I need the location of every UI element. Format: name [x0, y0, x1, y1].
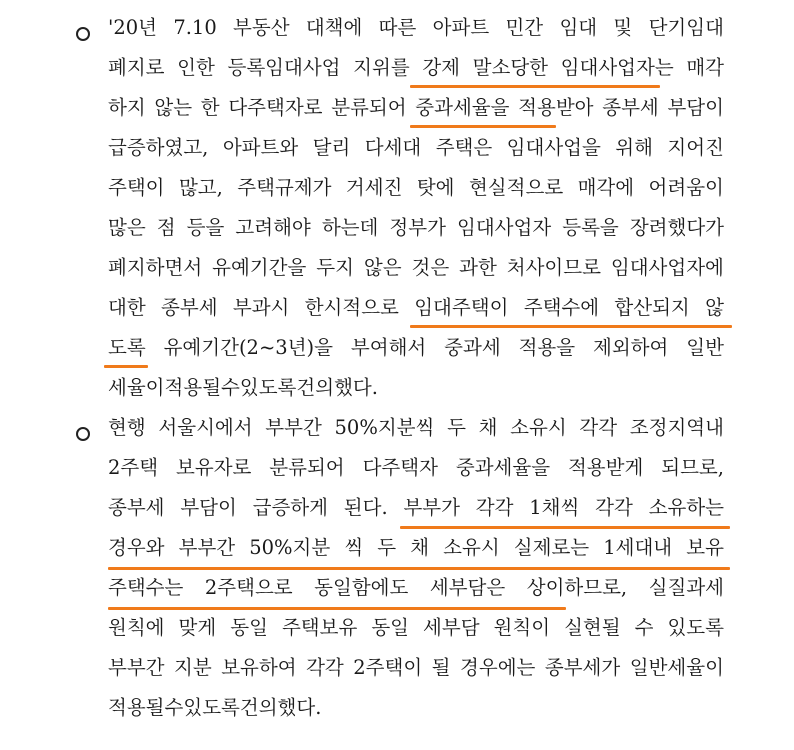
word: 고려해야: [235, 216, 311, 239]
word: 처사이므로: [506, 256, 601, 279]
highlight-underline: [108, 567, 730, 570]
word: 적용될: [108, 696, 165, 719]
bullet-circle-icon: [76, 27, 90, 41]
word: 등록임대사업: [227, 56, 341, 79]
text-line: [108, 412, 724, 444]
word: 채: [478, 416, 498, 439]
highlight-underline: [108, 607, 566, 610]
word: 상이하므로,: [526, 576, 628, 599]
word: 급증하게: [252, 496, 328, 519]
word: 아파트와: [222, 136, 299, 159]
word: 임대사업을: [506, 136, 601, 159]
highlight-underline: [410, 85, 660, 88]
word: 많은: [108, 216, 146, 239]
word: 두: [447, 416, 466, 439]
text-line: [108, 492, 724, 524]
word: 폐지로: [108, 56, 165, 79]
word: 세부담은: [429, 576, 506, 599]
text-line: [108, 92, 724, 124]
word: 세부담: [423, 616, 480, 639]
word: 말소당한: [472, 56, 548, 79]
word: 부담이: [180, 496, 237, 519]
word: 부부간: [108, 656, 165, 679]
word: 경우에는: [460, 656, 536, 679]
word: 임대사업자에: [610, 256, 724, 279]
word: 등을: [186, 216, 225, 239]
word: 있도록: [183, 696, 240, 719]
word: 건의했다.: [239, 696, 322, 719]
text-line: [108, 572, 724, 604]
word: 주택보유: [281, 616, 358, 639]
word: 도록: [108, 336, 146, 359]
word: 종부세: [161, 296, 218, 319]
word: 세율이: [108, 376, 165, 399]
text-line: [108, 532, 724, 564]
word: 않: [705, 296, 724, 319]
word: 정부가: [389, 216, 446, 239]
word: 단기임대: [648, 16, 724, 39]
word: 탓에: [416, 176, 455, 199]
word: 조정지역내: [629, 416, 724, 439]
text-line: [108, 12, 724, 44]
word: 한: [200, 96, 220, 119]
word: 실현될: [564, 616, 621, 639]
word: 주택규제가: [237, 176, 332, 199]
word: 보유: [686, 536, 724, 559]
word: 임대사업자는: [560, 56, 674, 79]
word: 많고,: [178, 176, 223, 199]
word: 따른: [378, 16, 417, 39]
word: 주택은: [435, 136, 493, 159]
word: 급증하였고,: [108, 136, 209, 159]
word: 하는데: [321, 216, 379, 239]
text-line: [108, 372, 724, 404]
word: 다세대: [364, 136, 422, 159]
word: 보유자로: [176, 456, 252, 479]
word: 매각에: [577, 176, 635, 199]
word: 장려했다가: [629, 216, 724, 239]
word: 과한: [459, 256, 497, 279]
word: 종부세: [602, 96, 659, 119]
word: 종부세가: [544, 656, 621, 679]
word: 거세진: [345, 176, 403, 199]
word: 원칙에: [108, 616, 165, 639]
word: 한시적으로: [304, 296, 399, 319]
text-line: [108, 172, 724, 204]
word: 위해: [615, 136, 653, 159]
word: 각각: [306, 656, 344, 679]
word: 대책에: [305, 16, 363, 39]
word: 지분: [174, 656, 212, 679]
word: 있도록: [239, 376, 297, 399]
word: 부담이: [667, 96, 724, 119]
word: 부부간: [265, 416, 322, 439]
word: 7.10: [173, 16, 217, 39]
word: 주택이: [108, 176, 165, 199]
word: 다주택자로: [228, 96, 323, 119]
word: 주택수는: [108, 576, 184, 599]
word: 중과세: [444, 336, 501, 359]
word: 민간: [505, 16, 544, 39]
word: 않은: [363, 256, 402, 279]
word: 소유시: [510, 416, 567, 439]
word: 지위를: [353, 56, 410, 79]
word: 원칙이: [493, 616, 551, 639]
word: 수: [164, 696, 184, 719]
word: 임대: [559, 16, 598, 39]
word: 두: [377, 536, 397, 559]
word: 분류되어: [331, 96, 407, 119]
word: 맞게: [178, 616, 217, 639]
word: 하지: [108, 96, 146, 119]
word: 적용을: [518, 336, 576, 359]
word: 적용받아: [518, 96, 594, 119]
word: 되므로,: [661, 456, 724, 479]
word: 임대사업자: [456, 216, 552, 239]
word: 보유하여: [221, 656, 297, 679]
word: 폐지하면서: [108, 256, 203, 279]
highlight-underline: [410, 325, 732, 328]
word: 소유하는: [648, 496, 724, 519]
word: 부동산: [233, 16, 290, 39]
text-line: [108, 132, 724, 164]
word: 강제: [422, 56, 460, 79]
word: 어려움이: [648, 176, 724, 199]
word: 않는: [154, 96, 193, 119]
word: 동일함에도: [314, 576, 409, 599]
word: 제외하여: [593, 336, 669, 359]
word: 각각: [475, 496, 514, 519]
word: 수: [634, 616, 654, 639]
word: 부부간: [178, 536, 236, 559]
word: 실제로는: [513, 536, 590, 559]
word: 부과시: [232, 296, 290, 319]
word: 1채씩: [529, 496, 580, 519]
word: 종부세: [108, 496, 165, 519]
word: 경우와: [108, 536, 165, 559]
word: 대한: [108, 296, 146, 319]
highlight-underline: [104, 365, 148, 368]
word: 중과세율을: [415, 96, 510, 119]
text-line: [108, 52, 724, 84]
word: 1세대내: [603, 536, 673, 559]
text-line: [108, 652, 724, 684]
word: 현행: [108, 416, 146, 439]
word: 분류되어: [269, 456, 345, 479]
word: 일반세율이: [629, 656, 724, 679]
text-line: [108, 212, 724, 244]
word: 및: [613, 16, 633, 39]
word: 실질과세: [648, 576, 724, 599]
word: 유예기간(2~3년)을: [163, 336, 333, 359]
text-line: [108, 332, 724, 364]
word: 아파트: [432, 16, 490, 39]
word: 50%지분: [249, 536, 331, 559]
word: 두지: [316, 256, 354, 279]
word: '20년: [108, 16, 158, 39]
text-line: [108, 452, 724, 484]
word: 2주택: [108, 456, 159, 479]
word: 다주택자: [362, 456, 438, 479]
word: 점: [156, 216, 176, 239]
word: 중과세율을: [455, 456, 551, 479]
word: 등록을: [562, 216, 619, 239]
word: 달리: [312, 136, 351, 159]
word: 일반: [686, 336, 724, 359]
word: 각각: [579, 416, 618, 439]
word: 부부가: [403, 496, 460, 519]
word: 매각: [686, 56, 724, 79]
word: 있도록: [667, 616, 724, 639]
word: 수: [221, 376, 240, 399]
word: 채: [410, 536, 430, 559]
word: 임대주택이: [414, 296, 509, 319]
word: 건의했다.: [296, 376, 378, 399]
word: 동일: [230, 616, 268, 639]
word: 50%지분씩: [334, 416, 435, 439]
text-line: [108, 612, 724, 644]
text-line: [108, 252, 724, 284]
word: 소유시: [443, 536, 500, 559]
text-line: [108, 692, 724, 724]
word: 될: [431, 656, 451, 679]
highlight-underline: [410, 125, 556, 128]
word: 주택수에: [523, 296, 600, 319]
word: 적용받게: [567, 456, 644, 479]
word: 2주택이: [353, 656, 423, 679]
word: 동일: [371, 616, 409, 639]
word: 서울시에서: [158, 416, 253, 439]
word: 지어진: [667, 136, 724, 159]
word: 적용될: [164, 376, 222, 399]
word: 된다.: [343, 496, 388, 519]
word: 유예기간을: [212, 256, 307, 279]
word: 각각: [595, 496, 633, 519]
word: 씩: [344, 536, 364, 559]
word: 것은: [411, 256, 450, 279]
word: 합산되지: [614, 296, 690, 319]
word: 2주택으로: [204, 576, 293, 599]
word: 인한: [177, 56, 215, 79]
highlight-underline: [400, 526, 730, 529]
word: 현실적으로: [468, 176, 564, 199]
text-line: [108, 292, 724, 324]
word: 부여해서: [350, 336, 427, 359]
bullet-circle-icon: [76, 427, 90, 441]
